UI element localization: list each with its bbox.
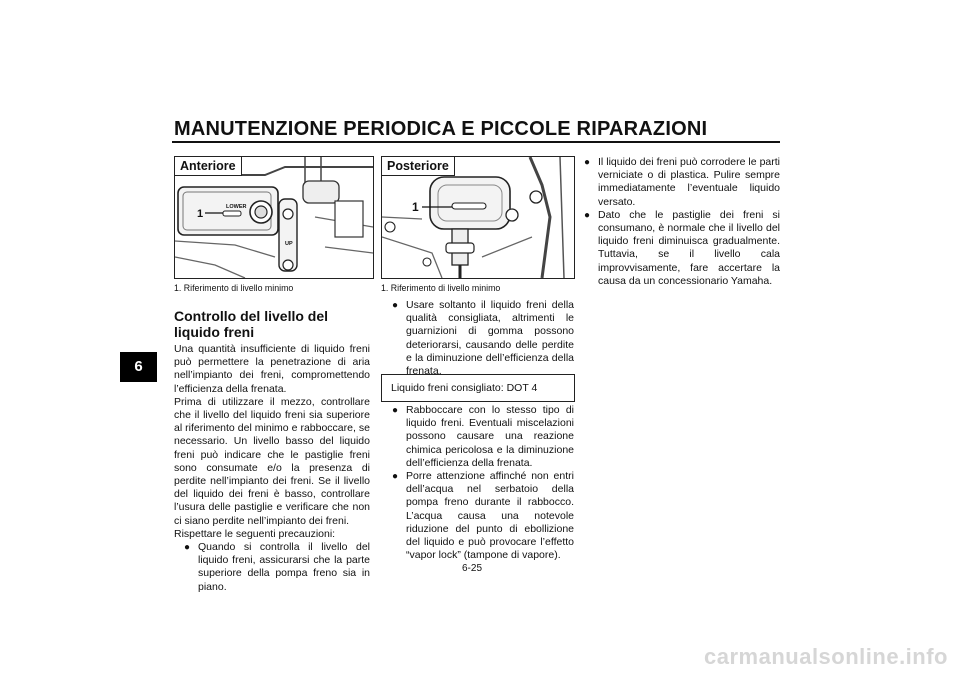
page-number: 6-25	[462, 563, 483, 574]
column-2	[392, 299, 574, 378]
precautions-list-a	[392, 299, 574, 378]
list-item: ● Quando si controlla il livello del liquido freni, assicurarsi che la parte superiore della pompa freno sia in piano.	[184, 541, 370, 594]
list-item: ● Il liquido dei freni può corrodere le parti verniciate o di plastica. Pulire sempre immediatamente l’eventuale liquido versato.	[584, 156, 780, 209]
header-rule	[172, 141, 780, 143]
figure-rear-label: Posteriore	[382, 157, 455, 176]
watermark: carmanualsonline.info	[704, 644, 948, 669]
list-item: ● Porre attenzione affinché non entri dell’acqua nel serbatoio della pompa freno durante il rabbocco. L’acqua causa una notevole riduzione del punto di ebollizione del liquido e può provocare l’effetto “vapor lock” (tampone di vapore).	[392, 470, 574, 562]
list-item: ● Rabboccare con lo stesso tipo di liquido freni. Eventuali miscelazioni possono causare una reazione chimica pericolosa e la diminuzione dell’efficienza della frenata.	[392, 404, 574, 470]
stamp-up-text: UP	[285, 241, 293, 247]
section-title: Controllo del livello del liquido freni	[174, 308, 329, 340]
figure-front-caption: 1. Riferimento di livello minimo	[174, 283, 294, 293]
figure-front-photo	[174, 156, 374, 279]
precautions-list	[184, 541, 370, 594]
rear-callout-number: 1	[412, 200, 419, 214]
column-3	[584, 156, 780, 288]
section-body	[174, 343, 370, 594]
precautions-list-c	[584, 156, 780, 288]
column-2b	[392, 404, 574, 562]
page-title: MANUTENZIONE PERIODICA E PICCOLE RIPARAZIONI	[174, 118, 708, 140]
figure-front-label: Anteriore	[175, 157, 242, 176]
list-item: ● Usare soltanto il liquido freni della qualità consigliata, altrimenti le guarnizioni di gomma possono deteriorarsi, causando delle perdite e la diminuzione dell’efficienza della frenata.	[392, 299, 574, 378]
figure-rear-caption: 1. Riferimento di livello minimo	[381, 283, 501, 293]
recommended-fluid-text: Liquido freni consigliato: DOT 4	[391, 382, 538, 394]
paragraph: Una quantità insufficiente di liquido freni può permettere la penetrazione di aria nell’impianto dei freni, compromettendo l’efficienza della frenata.	[174, 343, 370, 395]
chapter-tab: 6	[120, 352, 157, 382]
recommended-fluid-box	[381, 374, 575, 402]
callout-number: 1	[197, 208, 204, 220]
stamp-lower-text: LOWER	[226, 204, 247, 210]
list-item: ● Dato che le pastiglie dei freni si consumano, è normale che il livello del liquido freni diminuisca gradualmente. Tuttavia, se il livello cala improvvisamente, fare accertare la causa da un concessionario Yamaha.	[584, 209, 780, 288]
precautions-list-b	[392, 404, 574, 562]
paragraph: Prima di utilizzare il mezzo, controllare che il livello del liquido freni sia superiore al riferimento del minimo e rabboccare, se necessario. Un livello basso del liquido freni può indicare che le pastiglie freni sono consumate e/o la presenza di perdite nell’impianto dei freni. Se il livello del liquido dei freni è basso, controllare l’usura delle pastiglie e verificare che non ci siano perdite nell’impianto dei freni.	[174, 395, 370, 527]
column-1	[174, 308, 370, 594]
figure-rear-photo	[381, 156, 575, 279]
paragraph: Rispettare le seguenti precauzioni:	[174, 527, 336, 540]
